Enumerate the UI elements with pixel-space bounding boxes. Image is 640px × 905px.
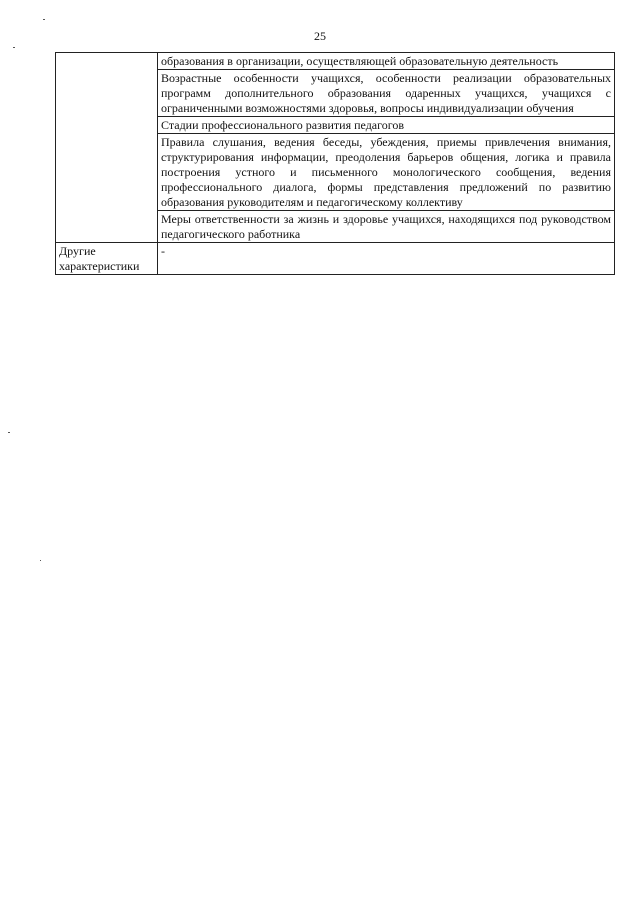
characteristics-table (55, 52, 615, 275)
table-cell-left-empty (56, 53, 158, 243)
table-row (56, 53, 615, 70)
scan-speck (8, 432, 10, 433)
table-cell-knowledge: Меры ответственности за жизнь и здоровье учащихся, находящихся под руководством педагогического работника (158, 211, 615, 243)
table-cell-knowledge: образования в организации, осуществляющей образовательную деятельность (158, 53, 615, 70)
scan-speck (40, 560, 41, 561)
table-cell-value-other: - (158, 243, 615, 275)
table-cell-knowledge: Правила слушания, ведения беседы, убеждения, приемы привлечения внимания, структурирования информации, преодоления барьеров общения, логика и правила построения устного и письменного монологического сообщения, ведения профессионального диалога, формы представления предложений по развитию образования руководителям и педагогическому коллективу (158, 134, 615, 211)
scan-speck (13, 47, 15, 48)
scan-speck (43, 19, 45, 20)
table-row (56, 243, 615, 275)
table-cell-knowledge: Возрастные особенности учащихся, особенности реализации образовательных программ дополнительного образования одаренных учащихся, учащихся с ограниченными возможностями здоровья, вопросы индивидуализации обучения (158, 70, 615, 117)
table-cell-knowledge: Стадии профессионального развития педагогов (158, 117, 615, 134)
page-number: 25 (314, 29, 326, 43)
table-cell-label-other: Другие характеристики (56, 243, 158, 275)
